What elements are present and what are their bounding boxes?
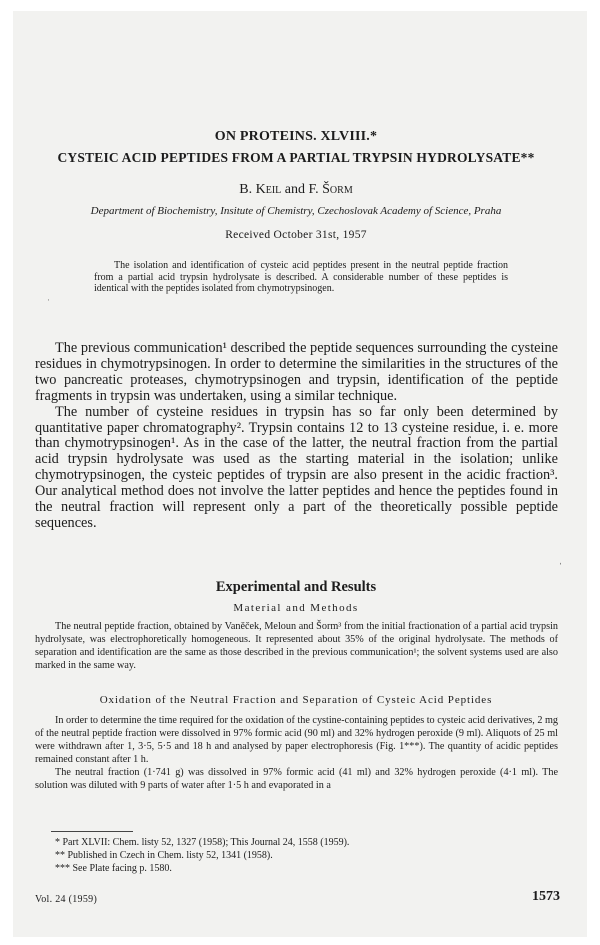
abstract: The isolation and identification of cysteic acid peptides present in the neutral peptide fraction from a partial acid trypsin hydrolysate is described. A considerable number of these peptides is identical with the peptides isolated from chymotrypsinogen. <box>94 260 508 295</box>
affiliation: Department of Biochemistry, Insitute of Chemistry, Czechoslovak Academy of Science, Praha <box>90 205 502 217</box>
subsection-heading-materials: Material and Methods <box>233 602 359 614</box>
margin-mark: ˈ <box>558 562 562 573</box>
oxidation-paragraph-2: The neutral fraction (1·741 g) was dissolved in 97% formic acid (41 ml) and 32% hydrogen peroxide (4·1 ml). The solution was diluted with 9 parts of water after 1·5 h and evaporated in a <box>35 767 558 791</box>
subsection-heading-oxidation: Oxidation of the Neutral Fraction and Separation of Cysteic Acid Peptides <box>99 694 493 706</box>
page-content <box>32 11 560 937</box>
authors-line <box>32 182 560 198</box>
intro-paragraph-2: The number of cysteine residues in trypsin has so far only been determined by quantitative paper chromatography². Trypsin contains 12 to 13 cysteine residue, i. e. more than chymotrypsinogen¹. As in the case of the latter, the neutral fraction from the partial acid trypsin hydrolysate was used as the starting material in the isolation; unlike chymotrypsinogen, the cysteic peptides of trypsin are also present in the acidic fraction³. Our analytical method does not involve the latter peptides and hence the peptides found in the neutral fraction will represent only a part of the theoretically possible peptide sequences. <box>35 403 558 531</box>
volume-info: Vol. 24 (1959) <box>35 894 98 905</box>
footnote-1: * Part XLVII: Chem. listy 52, 1327 (1958); This Journal 24, 1558 (1959). <box>55 837 350 848</box>
page-number: 1573 <box>532 889 560 904</box>
section-heading-experimental: Experimental and Results <box>215 579 377 595</box>
scan-speck: · <box>47 295 50 305</box>
author-conjunction: and <box>281 182 309 197</box>
footnote-2: ** Published in Czech in Chem. listy 52, 1341 (1958). <box>55 850 273 861</box>
oxidation-paragraph-1: In order to determine the time required for the oxidation of the cystine-containing peptides to cysteic acid derivatives, 2 mg of the neutral peptide fraction were dissolved in 97% formic acid (90 ml) and 32% hydrogen peroxide (9 ml). Aliquots of 25 ml were withdrawn after 1, 3·5, 5·5 and 18 h and analysed by paper electrophoresis (Fig. 1***). The quantity of acidic peptides remained constant after 1 h. <box>35 715 558 765</box>
received-date: Received October 31st, 1957 <box>225 229 367 241</box>
author-sorm: F. Šorm <box>308 182 353 197</box>
introduction <box>35 341 558 532</box>
article-title: CYSTEIC ACID PEPTIDES FROM A PARTIAL TRYPSIN HYDROLYSATE** <box>57 150 535 165</box>
materials-paragraph: The neutral peptide fraction, obtained by Vaněček, Meloun and Šorm³ from the initial fractionation of a partial acid trypsin hydrolysate, was electrophoretically homogeneous. It represented about 35% of the original hydrolysate. The methods of separation and identification are the same as those described in the previous communication¹; the solvent systems used are also marked in the same way. <box>35 621 558 671</box>
oxidation-section <box>35 714 558 792</box>
footnote-3: *** See Plate facing p. 1580. <box>55 863 172 874</box>
footnote-rule <box>51 831 133 832</box>
title-series: ON PROTEINS. XLVIII.* <box>214 129 378 144</box>
intro-paragraph-1: The previous communication¹ described the peptide sequences surrounding the cysteine residues in chymotrypsinogen. In order to determine the similarities in the structures of the two pancreatic proteases, chymotrypsinogen and trypsin, identification of the peptide fragments in trypsin was undertaken, using a similar technique. <box>35 340 558 404</box>
author-keil: B. Keil <box>239 182 282 197</box>
journal-page <box>13 11 587 937</box>
